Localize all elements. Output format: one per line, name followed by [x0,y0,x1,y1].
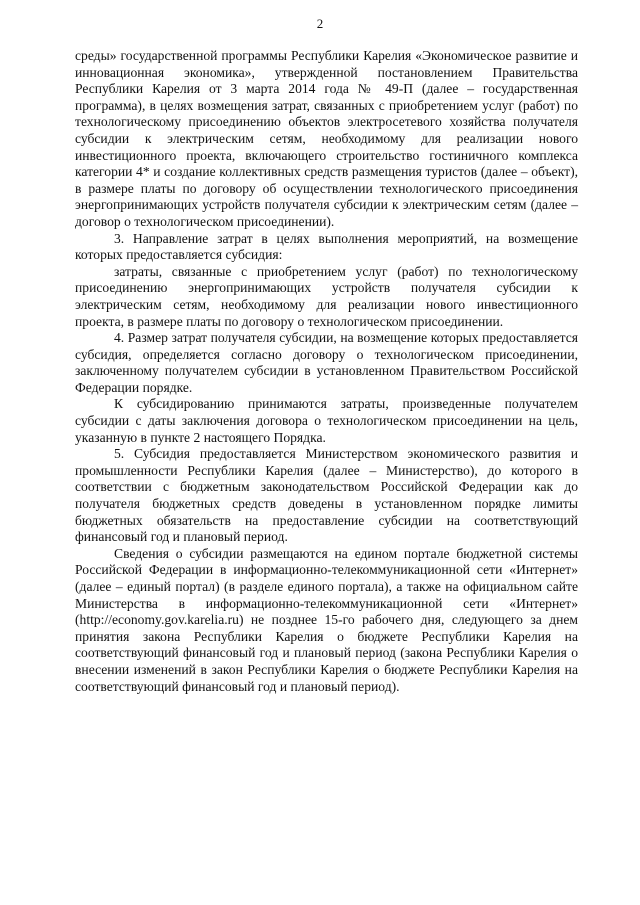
document-body [75,48,578,695]
paragraph: затраты, связанные с приобретением услуг (работ) по технологическому присоединению энергопринимающих устройств получателя субсидии к электрическим сетям, необходимому для реализации нового инвестиционного проекта, в размере платы по договору о технологическом присоединении. [75,263,578,329]
paragraph: 3. Направление затрат в целях выполнения мероприятий, на возмещение которых предоставляется субсидия: [75,230,578,263]
paragraph: К субсидированию принимаются затраты, произведенные получателем субсидии с даты заключения договора о технологическом присоединении на цель, указанную в пункте 2 настоящего Порядка. [75,396,578,445]
paragraph: среды» государственной программы Республики Карелия «Экономическое развитие и инновационная экономика», утвержденной постановлением Правительства Республики Карелия от 3 марта 2014 года № 49-П (далее – государственная программа), в целях возмещения затрат, связанных с приобретением услуг (работ) по технологическому присоединению объектов электросетевого хозяйства получателя субсидии к электрическим сетям, необходимому для реализации нового инвестиционного проекта, включающего строительство гостиничного комплекса категории 4* и создание коллективных средств размещения туристов (далее – объект), в размере платы по договору об осуществлении технологического присоединения энергопринимающих устройств получателя субсидии к электрическим сетям (далее – договор о технологическом присоединении). [75,48,578,229]
paragraph: 4. Размер затрат получателя субсидии, на возмещение которых предоставляется субсидия, определяется согласно договору о технологическом присоединении, заключенному получателем субсидии в установленном Правительством Российской Федерации порядке. [75,330,578,395]
page-number: 2 [316,16,324,31]
paragraph: Сведения о субсидии размещаются на едином портале бюджетной системы Российской Федерации в информационно-телекоммуникационной сети «Интернет» (далее – единый портал) (в разделе единого портала), а также на официальном сайте Министерства в информационно-телекоммуникационной сети «Интернет» (http://economy.gov.karelia.ru) не позднее 15-го рабочего дня, следующего за днем принятия закона Республики Карелия о бюджете Республики Карелия на соответствующий финансовый год и плановый период (закона Республики Карелия о внесении изменений в закон Республики Карелия о бюджете Республики Карелия на соответствующий финансовый год и плановый период). [75,545,578,694]
paragraph: 5. Субсидия предоставляется Министерством экономического развития и промышленности Республики Карелия (далее – Министерство), до которого в соответствии с бюджетным законодательством Российской Федерации как до получателя бюджетных средств доведены в установленном порядке лимиты бюджетных обязательств на предоставление субсидии на соответствующий финансовый год и плановый период. [75,446,578,545]
